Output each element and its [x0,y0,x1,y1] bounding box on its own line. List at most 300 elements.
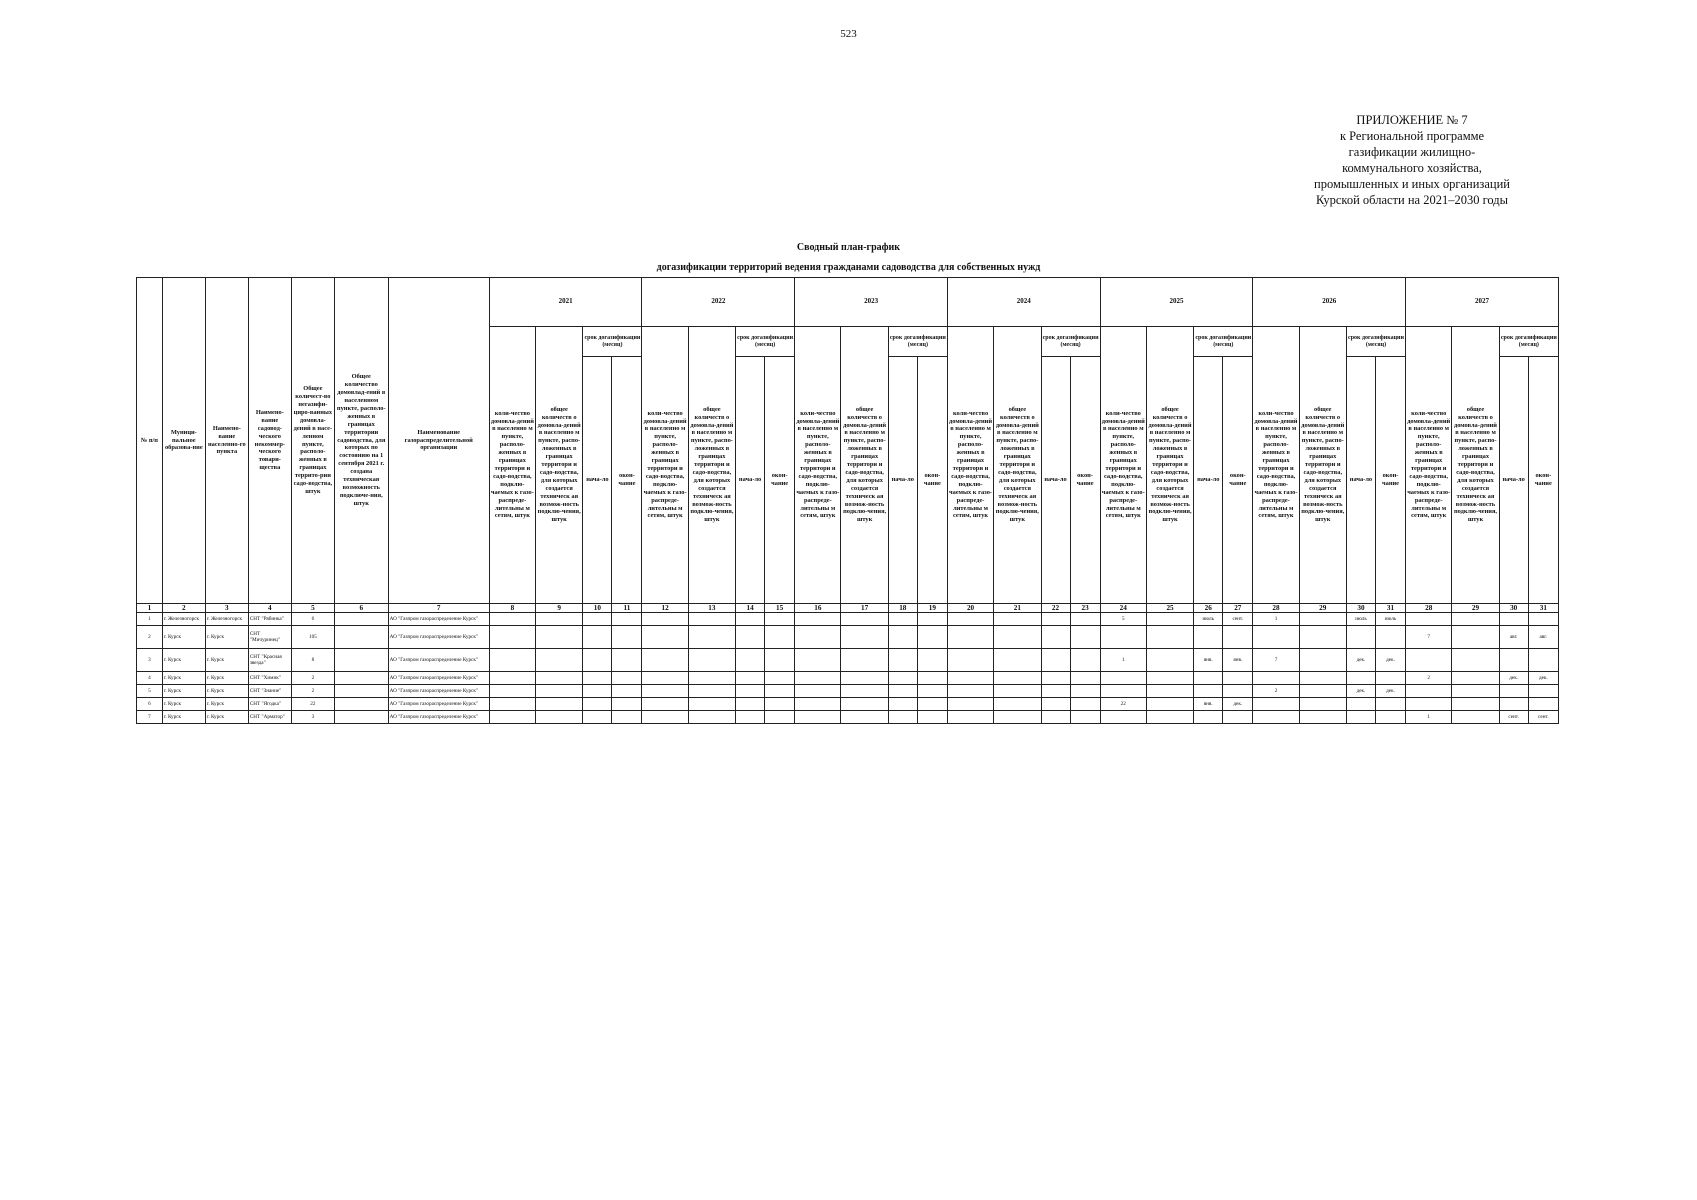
table-cell [994,685,1041,698]
table-cell: 1 [1406,711,1452,724]
table-cell: АО "Газпром газораспределение Курск" [388,698,489,711]
table-cell: дек. [1223,698,1253,711]
table-cell [536,698,583,711]
table-cell [612,672,642,685]
table-cell [1146,685,1193,698]
appendix-line: промышленных и иных организаций [1314,177,1510,191]
table-cell: дек. [1346,649,1375,672]
table-cell: 2 [1253,685,1299,698]
table-cell: 7 [1253,649,1299,672]
table-cell [489,649,535,672]
table-cell [917,649,947,672]
table-cell: дек. [1375,685,1405,698]
table-cell [536,685,583,698]
appendix-line: к Региональной программе [1339,129,1485,143]
subheader-connected-count: коли-чество домовла-дений в населенно м пункте, располо-женных в границах территори и садо-водства, подклю-чаемых к газо-распреде-лительны м сетям, штук [947,327,993,604]
schedule-table-wrapper [136,277,1559,724]
table-cell [1223,626,1253,649]
column-number: 16 [795,604,841,613]
header-total-ungasified: Общее количест-во негазифи-циро-ванных домовла-дений в насе-ленном пункте, располо-женных в границах террито-рии садо-водства, штук [291,278,334,604]
title-line-1: Сводный план-график [796,242,901,253]
subheader-start: нача-ло [1194,357,1223,604]
table-cell [888,711,917,724]
table-cell [1146,711,1193,724]
table-cell [1041,685,1070,698]
table-cell [1299,698,1346,711]
table-cell [994,698,1041,711]
table-cell [795,685,841,698]
table-cell [688,626,735,649]
table-cell [334,626,388,649]
table-cell: дек. [1528,672,1558,685]
table-cell [583,698,612,711]
subheader-total-capability: общее количеств о домовла-дений в населенно м пункте, распо-ложенных в границах территори и садо-водства, для которых создается техническ ая возмож-ность подклю-чения, штук [841,327,888,604]
table-cell [888,649,917,672]
column-number: 31 [1375,604,1405,613]
title-line-2: догазификации территорий ведения гражданами садоводства для собственных нужд [656,262,1041,273]
table-cell [1070,711,1100,724]
table-cell [736,626,765,649]
table-cell [536,649,583,672]
table-cell: г. Курск [205,698,248,711]
table-cell [1100,626,1146,649]
column-number: 15 [765,604,795,613]
table-cell [736,649,765,672]
table-cell [1041,672,1070,685]
column-number: 21 [994,604,1041,613]
table-cell [841,649,888,672]
table-row [137,711,1559,724]
column-number: 6 [334,604,388,613]
table-cell [765,711,795,724]
table-cell [688,711,735,724]
table-cell [536,711,583,724]
table-cell [489,626,535,649]
table-cell [489,613,535,626]
table-cell [1528,698,1558,711]
table-cell [736,672,765,685]
appendix-line: газификации жилищно- [1348,145,1476,159]
table-cell [765,613,795,626]
table-cell: г. Курск [162,672,205,685]
table-cell: г. Курск [205,672,248,685]
table-cell: 6 [291,613,334,626]
table-cell [1299,711,1346,724]
column-number: 23 [1070,604,1100,613]
table-cell [994,613,1041,626]
subheader-end: окон-чание [612,357,642,604]
column-number: 17 [841,604,888,613]
table-cell [1223,672,1253,685]
table-cell [688,685,735,698]
table-cell [1346,626,1375,649]
table-cell [612,649,642,672]
table-cell [947,649,993,672]
column-number: 19 [917,604,947,613]
table-row [137,672,1559,685]
table-cell [736,685,765,698]
table-row [137,649,1559,672]
table-cell [583,672,612,685]
table-cell [612,613,642,626]
table-cell [888,613,917,626]
table-cell [1299,649,1346,672]
column-number: 22 [1041,604,1070,613]
table-cell: дек. [1346,685,1375,698]
table-cell [1041,626,1070,649]
table-cell [795,649,841,672]
table-cell [917,613,947,626]
table-cell [841,672,888,685]
year-header-2022: 2022 [642,278,795,327]
table-cell [841,613,888,626]
table-cell [917,711,947,724]
subheader-total-capability: общее количеств о домовла-дений в населенно м пункте, распо-ложенных в границах территори и садо-водства, для которых создается техническ ая возмож-ность подклю-чения, штук [1146,327,1193,604]
table-cell: АО "Газпром газораспределение Курск" [388,613,489,626]
table-cell [1253,711,1299,724]
table-cell [1499,649,1528,672]
table-cell [688,649,735,672]
appendix-block [1257,112,1567,208]
table-cell [1375,672,1405,685]
table-cell [642,711,688,724]
table-cell [642,698,688,711]
table-cell: СНТ "Рябинка" [248,613,291,626]
table-cell [489,698,535,711]
subheader-connected-count: коли-чество домовла-дений в населенно м пункте, располо-женных в границах территори и садо-водства, подклю-чаемых к газо-распреде-лительны м сетям, штук [1253,327,1299,604]
table-cell [1499,685,1528,698]
table-cell [947,711,993,724]
table-cell [736,698,765,711]
subheader-term: срок догазификации (месяц) [1194,327,1253,357]
subheader-end: окон-чание [765,357,795,604]
column-number: 25 [1146,604,1193,613]
year-header-2026: 2026 [1253,278,1406,327]
table-cell: янв. [1194,698,1223,711]
table-cell [841,626,888,649]
table-cell: СНТ "Красная звезда" [248,649,291,672]
header-snt-name: Наимено-вание садовод-ческого некоммер-ческого товари-щества [248,278,291,604]
table-cell [1146,649,1193,672]
subheader-start: нача-ло [736,357,765,604]
column-number: 30 [1499,604,1528,613]
year-header-2023: 2023 [795,278,948,327]
column-number: 8 [489,604,535,613]
table-cell [841,685,888,698]
table-cell [917,698,947,711]
table-cell [642,626,688,649]
table-body [137,604,1559,724]
table-cell [795,698,841,711]
column-number: 13 [688,604,735,613]
table-cell [1253,626,1299,649]
table-cell: сент. [1528,711,1558,724]
table-cell [536,626,583,649]
table-cell: 1 [1253,613,1299,626]
column-number: 12 [642,604,688,613]
table-cell [1041,613,1070,626]
table-cell: 4 [137,672,163,685]
header-gas-organization: Наименование газораспределительной организации [388,278,489,604]
subheader-connected-count: коли-чество домовла-дений в населенно м пункте, располо-женных в границах территори и садо-водства, подклю-чаемых к газо-распреде-лительны м сетям, штук [489,327,535,604]
table-cell: СНТ "Химик" [248,672,291,685]
header-total-with-capability: Общее количество домовлад-ений в населенном пункте, располо-женных в границах территории садоводства, для которых по состоянию на 1 сентября 2021 г. создана техническая возможность подключе-ния, штук [334,278,388,604]
table-cell [1070,698,1100,711]
table-cell [489,672,535,685]
table-cell [1375,626,1405,649]
table-cell [1452,672,1499,685]
table-row [137,626,1559,649]
table-cell: авг. [1528,626,1558,649]
subheader-connected-count: коли-чество домовла-дений в населенно м пункте, располо-женных в границах территори и садо-водства, подклю-чаемых к газо-распреде-лительны м сетям, штук [795,327,841,604]
subheader-connected-count: коли-чество домовла-дений в населенно м пункте, располо-женных в границах территори и садо-водства, подклю-чаемых к газо-распреде-лительны м сетям, штук [1100,327,1146,604]
table-cell [1223,685,1253,698]
table-cell [994,649,1041,672]
table-cell: АО "Газпром газораспределение Курск" [388,649,489,672]
table-cell: дек. [1499,672,1528,685]
table-cell [612,685,642,698]
header-num: № п/п [137,278,163,604]
table-cell [334,649,388,672]
table-cell [888,672,917,685]
table-cell [1452,685,1499,698]
table-cell: АО "Газпром газораспределение Курск" [388,711,489,724]
subheader-start: нача-ло [1499,357,1528,604]
table-cell: сент. [1223,613,1253,626]
table-cell [1528,613,1558,626]
column-number: 10 [583,604,612,613]
table-cell [765,626,795,649]
table-header [137,278,1559,604]
table-cell [1406,698,1452,711]
table-cell [736,711,765,724]
header-settlement: Наимено-вание населенно-го пункта [205,278,248,604]
table-cell [994,711,1041,724]
table-cell [1146,613,1193,626]
table-cell: СНТ "Арматор" [248,711,291,724]
subheader-end: окон-чание [1375,357,1405,604]
table-cell [334,711,388,724]
table-cell: 105 [291,626,334,649]
table-cell: дек. [1375,649,1405,672]
table-cell [612,626,642,649]
table-cell [1041,711,1070,724]
table-cell: АО "Газпром газораспределение Курск" [388,626,489,649]
subheader-term: срок догазификации (месяц) [1346,327,1405,357]
subheader-term: срок догазификации (месяц) [736,327,795,357]
table-cell [334,613,388,626]
table-cell [917,672,947,685]
subheader-start: нача-ло [583,357,612,604]
table-cell: 22 [291,698,334,711]
table-cell [947,672,993,685]
table-cell: июль [1375,613,1405,626]
table-cell [489,711,535,724]
table-cell: г. Курск [205,649,248,672]
table-cell [1299,672,1346,685]
table-cell [536,613,583,626]
table-cell: г. Курск [162,685,205,698]
table-cell [1146,626,1193,649]
subheader-term: срок догазификации (месяц) [888,327,947,357]
table-cell [947,698,993,711]
table-cell: 5 [1100,613,1146,626]
column-number: 11 [612,604,642,613]
column-number: 7 [388,604,489,613]
table-cell [1452,613,1499,626]
table-cell [688,613,735,626]
table-cell: 3 [137,649,163,672]
table-cell: 7 [137,711,163,724]
column-number: 27 [1223,604,1253,613]
year-header-2027: 2027 [1406,278,1559,327]
subheader-end: окон-чание [917,357,947,604]
table-cell [1452,626,1499,649]
column-number: 2 [162,604,205,613]
table-cell: СНТ "Мичуринец" [248,626,291,649]
column-number-row [137,604,1559,613]
table-cell: янв. [1223,649,1253,672]
table-cell [642,672,688,685]
table-cell [888,698,917,711]
table-cell [1041,698,1070,711]
column-number: 5 [291,604,334,613]
table-cell [917,685,947,698]
table-cell [1375,698,1405,711]
table-cell [1499,613,1528,626]
subheader-term: срок догазификации (месяц) [1041,327,1100,357]
subheader-total-capability: общее количеств о домовла-дений в населенно м пункте, распо-ложенных в границах территори и садо-водства, для которых создается техническ ая возмож-ность подклю-чения, штук [994,327,1041,604]
table-cell [1070,626,1100,649]
table-row [137,613,1559,626]
table-cell [642,613,688,626]
table-cell [795,613,841,626]
table-cell: г. Курск [162,649,205,672]
year-header-2021: 2021 [489,278,642,327]
table-cell [1070,613,1100,626]
table-cell [1100,711,1146,724]
column-number: 24 [1100,604,1146,613]
table-cell [888,626,917,649]
table-cell [334,672,388,685]
table-cell: 2 [291,672,334,685]
table-cell [1346,672,1375,685]
column-number: 1 [137,604,163,613]
table-cell [1528,649,1558,672]
appendix-line: Курской области на 2021–2030 годы [1315,193,1509,207]
table-row [137,685,1559,698]
table-cell: г. Курск [162,698,205,711]
table-cell [1194,711,1223,724]
table-cell: г. Курск [205,685,248,698]
table-cell: г. Железногорск [162,613,205,626]
table-cell: июль [1346,613,1375,626]
table-cell [1406,649,1452,672]
table-cell [795,626,841,649]
table-cell [1299,685,1346,698]
table-cell: сент. [1499,711,1528,724]
subheader-connected-count: коли-чество домовла-дений в населенно м пункте, располо-женных в границах территори и садо-водства, подклю-чаемых к газо-распреде-лительны м сетям, штук [1406,327,1452,604]
table-cell [1452,698,1499,711]
table-cell [1041,649,1070,672]
column-number: 29 [1452,604,1499,613]
subheader-start: нача-ло [1041,357,1070,604]
table-cell: СНТ "Знание" [248,685,291,698]
table-cell: июль [1194,613,1223,626]
table-cell [1406,685,1452,698]
table-cell [841,711,888,724]
table-cell [612,711,642,724]
column-number: 29 [1299,604,1346,613]
table-cell [1194,685,1223,698]
column-number: 30 [1346,604,1375,613]
table-cell [841,698,888,711]
column-number: 28 [1406,604,1452,613]
table-cell [795,711,841,724]
table-cell [688,698,735,711]
table-cell [765,698,795,711]
table-cell [1499,698,1528,711]
table-cell: 7 [1406,626,1452,649]
table-cell: г. Курск [205,711,248,724]
table-cell [1100,685,1146,698]
subheader-total-capability: общее количеств о домовла-дений в населенно м пункте, распо-ложенных в границах территори и садо-водства, для которых создается техническ ая возмож-ность подклю-чения, штук [1299,327,1346,604]
table-cell [334,698,388,711]
table-cell [1070,649,1100,672]
table-cell [583,626,612,649]
table-cell [1452,649,1499,672]
table-cell [642,649,688,672]
subheader-term: срок догазификации (месяц) [583,327,642,357]
table-cell [1346,698,1375,711]
table-cell: 8 [291,649,334,672]
table-cell [1194,626,1223,649]
table-cell: г. Железногорск [205,613,248,626]
table-cell: 2 [137,626,163,649]
table-cell [489,685,535,698]
table-cell: г. Курск [205,626,248,649]
subheader-total-capability: общее количеств о домовла-дений в населенно м пункте, распо-ложенных в границах территори и садо-водства, для которых создается техническ ая возмож-ность подклю-чения, штук [536,327,583,604]
table-cell [583,649,612,672]
table-cell [334,685,388,698]
table-cell [947,685,993,698]
header-municipality: Муници-пальное образова-ние [162,278,205,604]
column-number: 28 [1253,604,1299,613]
column-number: 31 [1528,604,1558,613]
table-cell: 22 [1100,698,1146,711]
table-cell [765,649,795,672]
table-cell: АО "Газпром газораспределение Курск" [388,672,489,685]
table-cell: СНТ "Ягодка" [248,698,291,711]
column-number: 26 [1194,604,1223,613]
table-cell: АО "Газпром газораспределение Курск" [388,685,489,698]
table-cell [1528,685,1558,698]
column-number: 9 [536,604,583,613]
column-number: 4 [248,604,291,613]
table-cell: 6 [137,698,163,711]
table-cell [1194,672,1223,685]
subheader-total-capability: общее количеств о домовла-дений в населенно м пункте, распо-ложенных в границах территори и садо-водства, для которых создается техническ ая возмож-ность подклю-чения, штук [1452,327,1499,604]
table-cell [1299,613,1346,626]
table-cell [1070,672,1100,685]
table-cell [1253,672,1299,685]
appendix-line: коммунального хозяйства, [1342,161,1482,175]
subheader-start: нача-ло [888,357,917,604]
table-cell [765,672,795,685]
table-cell [1146,698,1193,711]
appendix-line: ПРИЛОЖЕНИЕ № 7 [1356,113,1468,127]
table-cell [1375,711,1405,724]
